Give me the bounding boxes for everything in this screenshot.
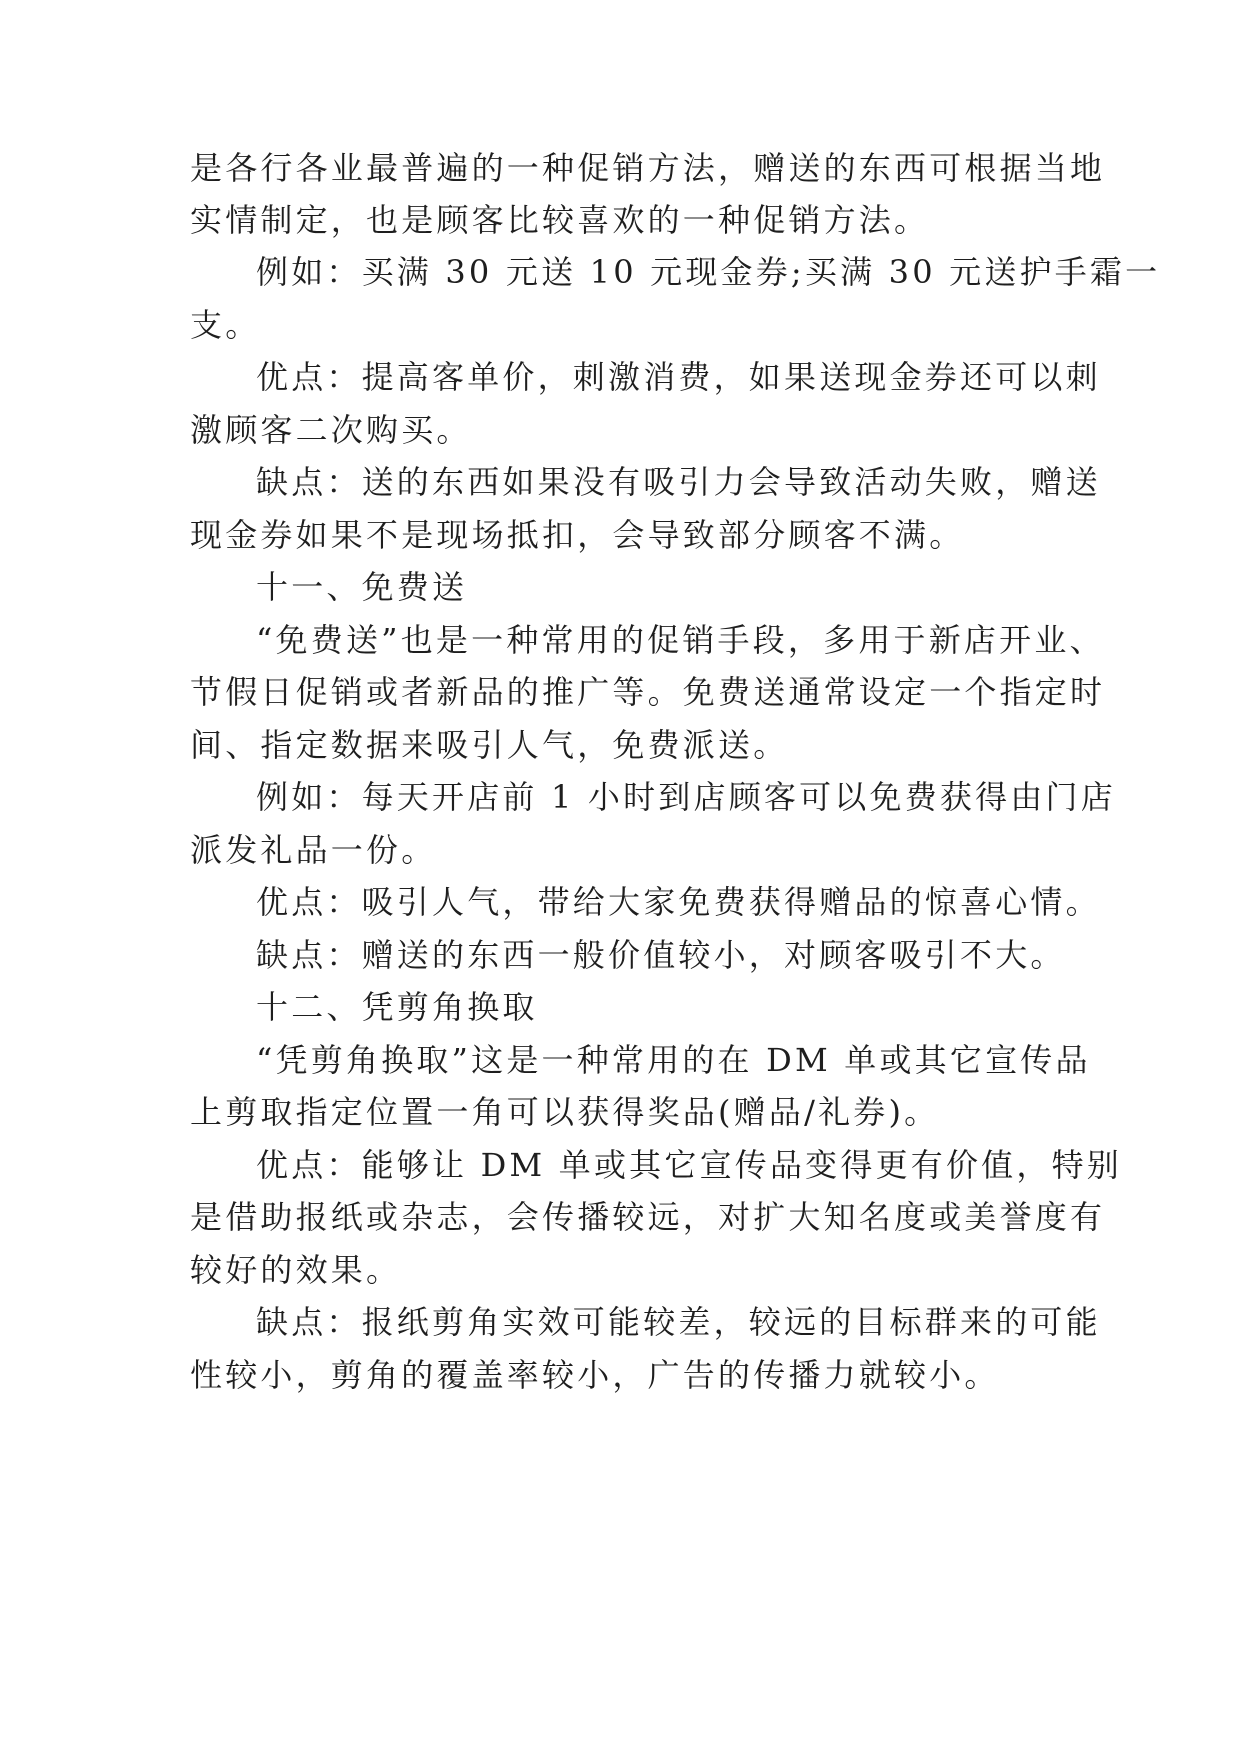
section-heading: 十二、凭剪角换取 (256, 988, 538, 1026)
paragraph-line: 激顾客二次购买。 (190, 411, 472, 449)
paragraph-line: 上剪取指定位置一角可以获得奖品(赠品/礼券)。 (190, 1093, 940, 1131)
paragraph-line: 缺点：报纸剪角实效可能较差，较远的目标群来的可能 (256, 1303, 1101, 1341)
paragraph-line: 节假日促销或者新品的推广等。免费送通常设定一个指定时 (190, 673, 1106, 711)
paragraph-line: “凭剪角换取”这是一种常用的在 DM 单或其它宣传品 (256, 1041, 1091, 1079)
paragraph-line: 是各行各业最普遍的一种促销方法，赠送的东西可根据当地 (190, 149, 1106, 187)
paragraph-line: 优点：能够让 DM 单或其它宣传品变得更有价值，特别 (256, 1146, 1122, 1184)
paragraph-line: 例如：每天开店前 1 小时到店顾客可以免费获得由门店 (256, 778, 1116, 816)
paragraph-line: 例如：买满 30 元送 10 元现金券;买满 30 元送护手霜一 (256, 253, 1161, 291)
paragraph-line: 性较小，剪角的覆盖率较小，广告的传播力就较小。 (190, 1356, 1000, 1394)
paragraph-line: 派发礼品一份。 (190, 831, 437, 869)
paragraph-line: 现金券如果不是现场抵扣，会导致部分顾客不满。 (190, 516, 965, 554)
paragraph-line: 缺点：赠送的东西一般价值较小，对顾客吸引不大。 (256, 936, 1066, 974)
paragraph-line: 支。 (190, 306, 261, 344)
paragraph-line: 优点：吸引人气，带给大家免费获得赠品的惊喜心情。 (256, 883, 1101, 921)
paragraph-line: 较好的效果。 (190, 1251, 402, 1289)
paragraph-line: 间、指定数据来吸引人气，免费派送。 (190, 726, 789, 764)
paragraph-line: 实情制定，也是顾客比较喜欢的一种促销方法。 (190, 201, 930, 239)
paragraph-line: 缺点：送的东西如果没有吸引力会导致活动失败，赠送 (256, 463, 1101, 501)
paragraph-line: 是借助报纸或杂志，会传播较远，对扩大知名度或美誉度有 (190, 1198, 1106, 1236)
paragraph-line: 优点：提高客单价，刺激消费，如果送现金券还可以刺 (256, 358, 1101, 396)
paragraph-line: “免费送”也是一种常用的促销手段，多用于新店开业、 (256, 621, 1105, 659)
section-heading: 十一、免费送 (256, 568, 468, 606)
